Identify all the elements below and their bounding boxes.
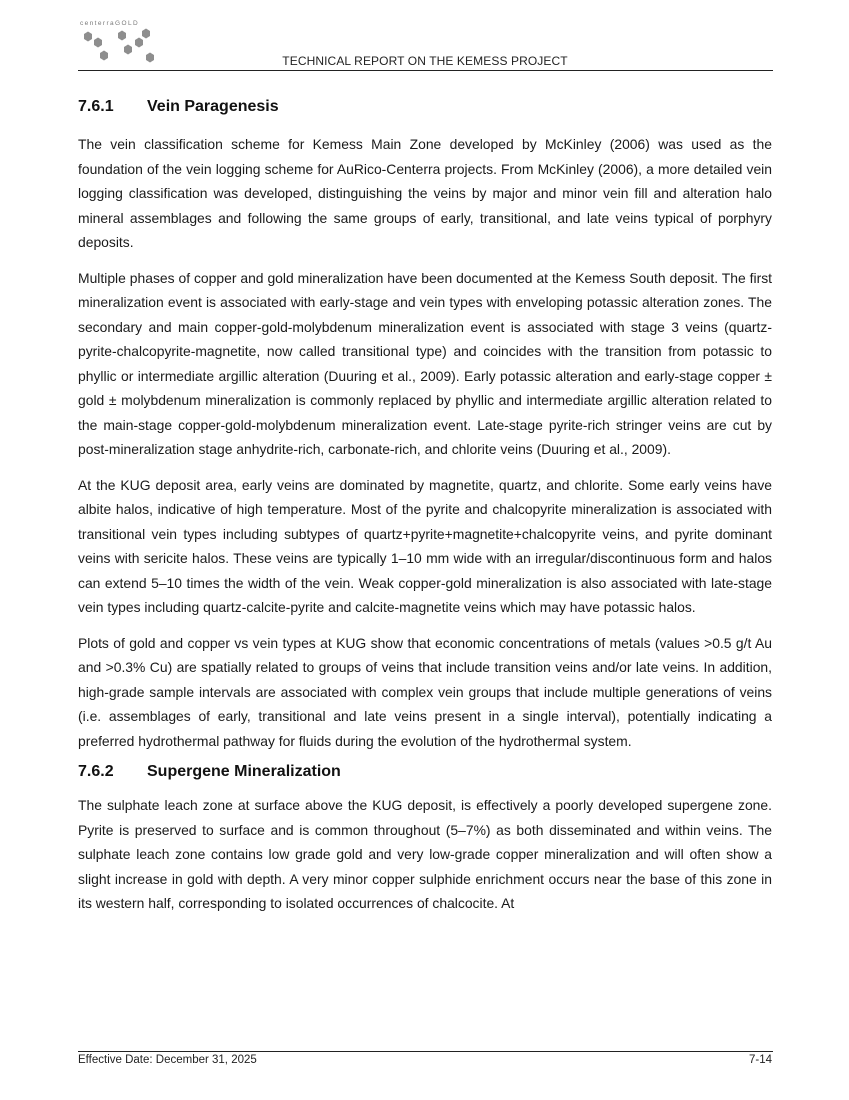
footer-divider (78, 1051, 773, 1052)
paragraph: Plots of gold and copper vs vein types at KUG show that economic concentrations of metals (values >0.5 g/t Au and >0.3% Cu) are spatially related to groups of veins that include transition veins and/or late veins. In addition, high-grade sample intervals are associated with complex vein groups that include multiple generations of veins (i.e. assemblages of early, transitional and late veins present in a single interval), potentially indicating a preferred hydrothermal pathway for fluids during the evolution of the hydrothermal system. (78, 634, 772, 749)
section-number: 7.6.1 (78, 98, 114, 115)
section-heading-vein-paragenesis (78, 96, 772, 118)
section-heading-supergene-mineralization (78, 761, 772, 783)
effective-date: Effective Date: December 31, 2025 (78, 1054, 257, 1066)
paragraph: Multiple phases of copper and gold mineralization have been documented at the Kemess South deposit. The first mineralization event is associated with early-stage and vein types with enveloping potassic alteration zones. The secondary and main copper-gold-molybdenum mineralization event is associated with stage 3 veins (quartz-pyrite-chalcopyrite-magnetite, now called transitional type) and coincides with the transition from potassic to phyllic or intermediate argillic alteration (Duuring et al., 2009). Early potassic alteration and early-stage copper ± gold ± molybdenum mineralization is commonly replaced by phyllic and intermediate argillic alteration related to the main-stage copper-gold-molybdenum mineralization event. Late-stage pyrite-rich stringer veins are cut by post-mineralization stage anhydrite-rich, carbonate-rich, and chlorite veins (Duuring et al., 2009). (78, 269, 772, 457)
main-content (78, 96, 772, 916)
paragraph: The sulphate leach zone at surface above the KUG deposit, is effectively a poorly developed supergene zone. Pyrite is preserved to surface and is common throughout (5–7%) as both disseminated and within veins. The sulphate leach zone contains low grade gold and very low-grade copper mineralization and will often show a slight increase in gold with depth. A very minor copper sulphide enrichment occurs near the base of this zone in its western half, corresponding to isolated occurrences of chalcocite. At (78, 797, 772, 911)
header-divider (78, 70, 773, 71)
page-number: 7-14 (748, 1054, 772, 1066)
paragraph: At the KUG deposit area, early veins are dominated by magnetite, quartz, and chlorite. Some early veins have albite halos, indicative of high temperature. Most of the pyrite and chalcopyrite mineralization is associated with transitional vein types including subtypes of quartz+pyrite+magnetite+chalcopyrite veins, and pyrite dominant veins with sericite halos. These veins are typically 1–10 mm wide with an irregular/discontinuous form and halos can extend 5–10 times the width of the vein. Weak copper-gold mineralization is also associated with late-stage vein types including quartz-calcite-pyrite and calcite-magnetite veins which may have potassic halos. (78, 476, 772, 615)
section-number: 7.6.2 (78, 763, 114, 780)
section-title: Supergene Mineralization (147, 763, 341, 780)
section-title: Vein Paragenesis (147, 98, 279, 115)
paragraph: The vein classification scheme for Kemess Main Zone developed by McKinley (2006) was used as the foundation of the vein logging scheme for AuRico-Centerra projects. From McKinley (2006), a more detailed vein logging classification was developed, distinguishing the veins by major and minor vein fill and alteration halo mineral assemblages and following the same groups of early, transitional, and late veins typical of porphyry deposits. (78, 136, 772, 250)
logo-wordmark: centerraGOLD (80, 20, 140, 27)
report-header-title: TECHNICAL REPORT ON THE KEMESS PROJECT (282, 54, 568, 68)
